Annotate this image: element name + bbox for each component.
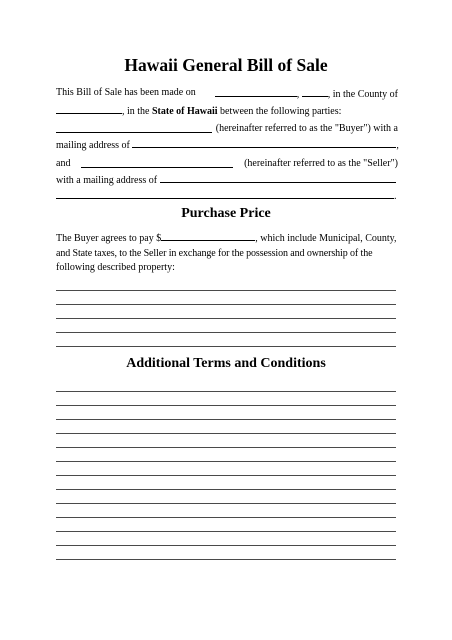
intro-line-1 <box>56 86 398 103</box>
property-line[interactable] <box>56 290 396 291</box>
buyer-line-end: , <box>396 139 399 151</box>
additional-terms-heading: Additional Terms and Conditions <box>126 356 326 371</box>
terms-line[interactable] <box>56 447 396 448</box>
purchase-line-1 <box>56 230 398 247</box>
intro-text-county: , in the County of <box>327 89 398 100</box>
intro-text-made-on: This Bill of Sale has been made on <box>56 87 196 98</box>
property-line[interactable] <box>56 318 396 319</box>
purchase-price-heading: Purchase Price <box>181 206 271 221</box>
buyer-text: (hereinafter referred to as the "Buyer") with a <box>215 123 398 134</box>
intro-date-group <box>215 86 398 103</box>
seller-address-blank-2[interactable] <box>56 188 394 199</box>
seller-mailing-label: with a mailing address of <box>56 174 158 186</box>
buyer-address-blank[interactable] <box>132 137 396 148</box>
purchase-amount-blank[interactable] <box>161 230 255 241</box>
seller-address-blank[interactable] <box>160 172 396 183</box>
seller-name-blank[interactable] <box>81 157 233 168</box>
terms-line[interactable] <box>56 433 396 434</box>
purchase-paragraph <box>56 230 398 276</box>
terms-line[interactable] <box>56 517 396 518</box>
intro-paragraph <box>56 86 398 119</box>
state-name: State of Hawaii <box>152 105 218 117</box>
buyer-line-2 <box>56 137 398 154</box>
seller-line-1 <box>56 157 398 172</box>
intro-text-in-the: , in the <box>122 105 150 117</box>
terms-line[interactable] <box>56 489 396 490</box>
terms-line[interactable] <box>56 531 396 532</box>
county-blank[interactable] <box>56 103 122 114</box>
sale-year-blank[interactable] <box>302 86 328 97</box>
buyer-line-1 <box>56 122 398 137</box>
purchase-text-pay: The Buyer agrees to pay $ <box>56 233 162 244</box>
sale-date-blank[interactable] <box>215 86 297 97</box>
terms-line[interactable] <box>56 503 396 504</box>
intro-line-2 <box>56 103 398 120</box>
property-line[interactable] <box>56 304 396 305</box>
purchase-line-2: and State taxes, to the Seller in exchange for the possession and ownership of the <box>56 247 373 259</box>
buyer-mailing-label: mailing address of <box>56 139 130 151</box>
intro-comma: , <box>296 89 300 100</box>
buyer-paragraph <box>56 122 398 153</box>
terms-line[interactable] <box>56 419 396 420</box>
purchase-text-taxes: , which include Municipal, County, <box>255 233 397 244</box>
terms-line[interactable] <box>56 405 396 406</box>
terms-line[interactable] <box>56 545 396 546</box>
property-line[interactable] <box>56 332 396 333</box>
terms-line[interactable] <box>56 475 396 476</box>
seller-line-end: . <box>394 191 397 203</box>
seller-paragraph <box>56 157 398 205</box>
property-line[interactable] <box>56 346 396 347</box>
seller-and: and <box>56 158 71 169</box>
buyer-name-blank[interactable] <box>56 122 212 133</box>
seller-line-3 <box>56 188 398 205</box>
terms-line[interactable] <box>56 559 396 560</box>
seller-line-2 <box>56 172 398 189</box>
document-title: Hawaii General Bill of Sale <box>124 55 328 75</box>
purchase-line-3: following described property: <box>56 262 175 274</box>
intro-text-parties: between the following parties: <box>220 105 342 117</box>
terms-line[interactable] <box>56 461 396 462</box>
terms-line[interactable] <box>56 391 396 392</box>
seller-text: (hereinafter referred to as the "Seller") <box>244 158 398 169</box>
